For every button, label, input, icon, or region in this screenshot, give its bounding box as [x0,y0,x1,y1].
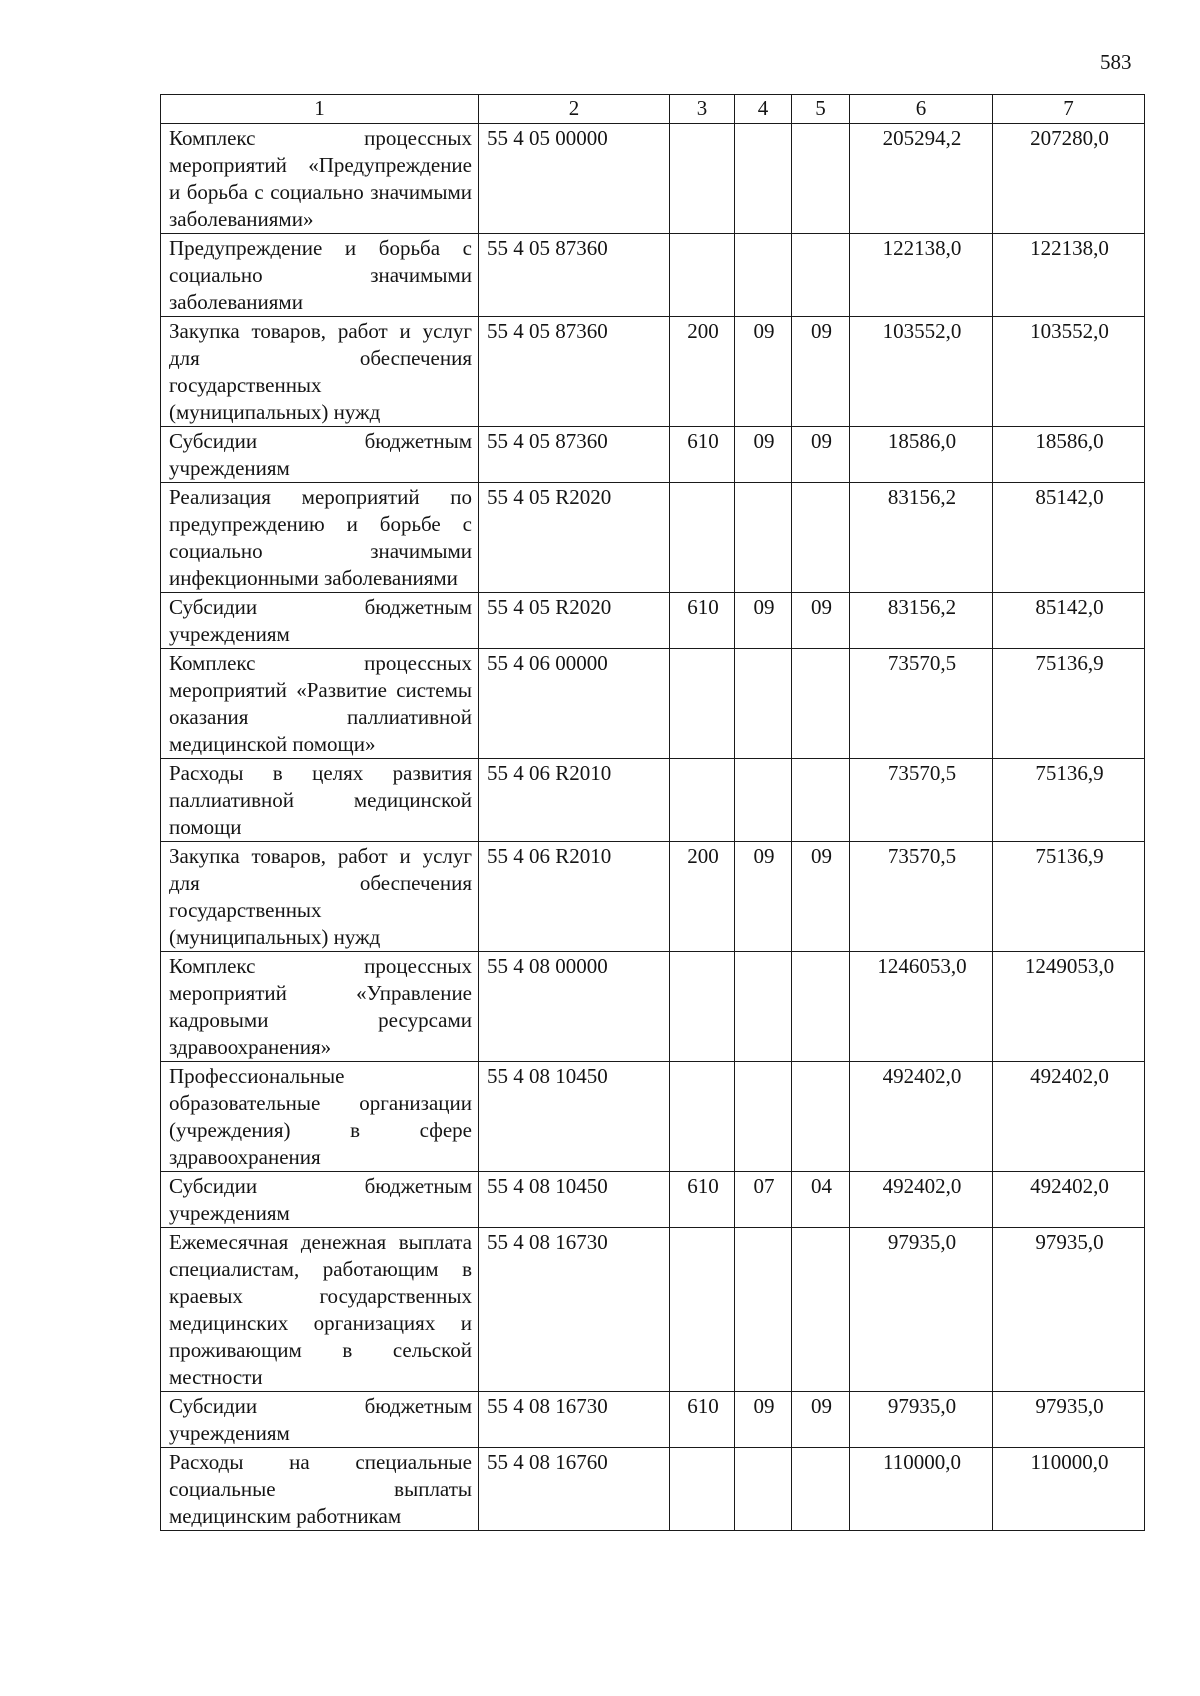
expense-type-cell [670,759,735,842]
section-cell: 09 [735,1392,792,1448]
target-code-cell: 55 4 05 87360 [479,234,670,317]
expense-type-cell: 200 [670,317,735,427]
table-row [161,317,1145,427]
amount-year2-cell: 85142,0 [993,483,1145,593]
target-code-cell: 55 4 05 R2020 [479,483,670,593]
table-row [161,842,1145,952]
item-name-cell: Предупреждение и борьба с социально значимыми заболеваниями [161,234,479,317]
section-cell: 07 [735,1172,792,1228]
table-row [161,759,1145,842]
amount-year1-cell: 122138,0 [850,234,993,317]
column-header: 2 [479,95,670,124]
column-header: 7 [993,95,1145,124]
target-code-cell: 55 4 08 10450 [479,1062,670,1172]
amount-year2-cell: 85142,0 [993,593,1145,649]
item-name-cell: Комплекс процессных мероприятий «Предупреждение и борьба с социально значимыми заболеваниями» [161,124,479,234]
amount-year2-cell: 75136,9 [993,759,1145,842]
expense-type-cell: 200 [670,842,735,952]
table-row [161,1062,1145,1172]
amount-year2-cell: 492402,0 [993,1062,1145,1172]
expense-type-cell: 610 [670,593,735,649]
column-header: 5 [792,95,850,124]
target-code-cell: 55 4 08 16730 [479,1392,670,1448]
amount-year2-cell: 97935,0 [993,1392,1145,1448]
expense-type-cell [670,234,735,317]
header-row [161,95,1145,124]
table-row [161,1228,1145,1392]
target-code-cell: 55 4 08 10450 [479,1172,670,1228]
expense-type-cell [670,952,735,1062]
column-header: 3 [670,95,735,124]
target-code-cell: 55 4 08 00000 [479,952,670,1062]
expense-type-cell: 610 [670,1392,735,1448]
section-cell [735,1228,792,1392]
section-cell [735,1448,792,1531]
table-row [161,124,1145,234]
section-cell [735,952,792,1062]
expense-type-cell [670,1228,735,1392]
column-header: 4 [735,95,792,124]
amount-year1-cell: 73570,5 [850,842,993,952]
column-header: 6 [850,95,993,124]
amount-year1-cell: 1246053,0 [850,952,993,1062]
item-name-cell: Расходы в целях развития паллиативной медицинской помощи [161,759,479,842]
amount-year2-cell: 75136,9 [993,842,1145,952]
amount-year1-cell: 492402,0 [850,1172,993,1228]
item-name-cell: Комплекс процессных мероприятий «Развитие системы оказания паллиативной медицинской помощи» [161,649,479,759]
subsection-cell: 09 [792,427,850,483]
target-code-cell: 55 4 05 00000 [479,124,670,234]
subsection-cell [792,1062,850,1172]
table-row [161,1172,1145,1228]
subsection-cell: 09 [792,842,850,952]
expense-type-cell [670,124,735,234]
target-code-cell: 55 4 08 16730 [479,1228,670,1392]
section-cell: 09 [735,317,792,427]
section-cell [735,483,792,593]
amount-year1-cell: 73570,5 [850,649,993,759]
amount-year1-cell: 97935,0 [850,1228,993,1392]
item-name-cell: Субсидии бюджетным учреждениям [161,1392,479,1448]
amount-year2-cell: 110000,0 [993,1448,1145,1531]
subsection-cell: 09 [792,593,850,649]
subsection-cell: 09 [792,317,850,427]
amount-year1-cell: 492402,0 [850,1062,993,1172]
item-name-cell: Субсидии бюджетным учреждениям [161,593,479,649]
subsection-cell: 04 [792,1172,850,1228]
table-row [161,1392,1145,1448]
subsection-cell: 09 [792,1392,850,1448]
item-name-cell: Профессиональные образовательные организации (учреждения) в сфере здравоохранения [161,1062,479,1172]
amount-year1-cell: 110000,0 [850,1448,993,1531]
section-cell: 09 [735,842,792,952]
target-code-cell: 55 4 06 R2010 [479,759,670,842]
section-cell [735,649,792,759]
section-cell [735,234,792,317]
item-name-cell: Закупка товаров, работ и услуг для обеспечения государственных (муниципальных) нужд [161,317,479,427]
item-name-cell: Комплекс процессных мероприятий «Управление кадровыми ресурсами здравоохранения» [161,952,479,1062]
section-cell [735,759,792,842]
item-name-cell: Расходы на специальные социальные выплаты медицинским работникам [161,1448,479,1531]
budget-table [160,94,1145,1531]
amount-year2-cell: 103552,0 [993,317,1145,427]
expense-type-cell: 610 [670,427,735,483]
expense-type-cell: 610 [670,1172,735,1228]
subsection-cell [792,952,850,1062]
amount-year1-cell: 18586,0 [850,427,993,483]
section-cell: 09 [735,427,792,483]
amount-year1-cell: 205294,2 [850,124,993,234]
subsection-cell [792,483,850,593]
table-row [161,952,1145,1062]
target-code-cell: 55 4 06 R2010 [479,842,670,952]
item-name-cell: Реализация мероприятий по предупреждению и борьбе с социально значимыми инфекционными заболеваниями [161,483,479,593]
item-name-cell: Ежемесячная денежная выплата специалистам, работающим в краевых государственных медицинских организациях и проживающим в сельской местности [161,1228,479,1392]
amount-year2-cell: 97935,0 [993,1228,1145,1392]
amount-year1-cell: 103552,0 [850,317,993,427]
amount-year2-cell: 75136,9 [993,649,1145,759]
section-cell [735,1062,792,1172]
page-number: 583 [1100,50,1132,74]
table-row [161,234,1145,317]
target-code-cell: 55 4 08 16760 [479,1448,670,1531]
target-code-cell: 55 4 06 00000 [479,649,670,759]
table-body [161,124,1145,1531]
table-row [161,1448,1145,1531]
amount-year1-cell: 97935,0 [850,1392,993,1448]
expense-type-cell [670,1062,735,1172]
amount-year1-cell: 83156,2 [850,593,993,649]
expense-type-cell [670,649,735,759]
amount-year1-cell: 83156,2 [850,483,993,593]
column-header: 1 [161,95,479,124]
item-name-cell: Субсидии бюджетным учреждениям [161,1172,479,1228]
subsection-cell [792,124,850,234]
item-name-cell: Закупка товаров, работ и услуг для обеспечения государственных (муниципальных) нужд [161,842,479,952]
table-row [161,593,1145,649]
expense-type-cell [670,1448,735,1531]
target-code-cell: 55 4 05 87360 [479,317,670,427]
amount-year2-cell: 207280,0 [993,124,1145,234]
section-cell: 09 [735,593,792,649]
target-code-cell: 55 4 05 R2020 [479,593,670,649]
item-name-cell: Субсидии бюджетным учреждениям [161,427,479,483]
amount-year2-cell: 122138,0 [993,234,1145,317]
table-row [161,483,1145,593]
amount-year2-cell: 1249053,0 [993,952,1145,1062]
subsection-cell [792,649,850,759]
table-row [161,649,1145,759]
amount-year2-cell: 492402,0 [993,1172,1145,1228]
amount-year2-cell: 18586,0 [993,427,1145,483]
expense-type-cell [670,483,735,593]
subsection-cell [792,759,850,842]
target-code-cell: 55 4 05 87360 [479,427,670,483]
amount-year1-cell: 73570,5 [850,759,993,842]
subsection-cell [792,1228,850,1392]
subsection-cell [792,1448,850,1531]
section-cell [735,124,792,234]
table-row [161,427,1145,483]
subsection-cell [792,234,850,317]
